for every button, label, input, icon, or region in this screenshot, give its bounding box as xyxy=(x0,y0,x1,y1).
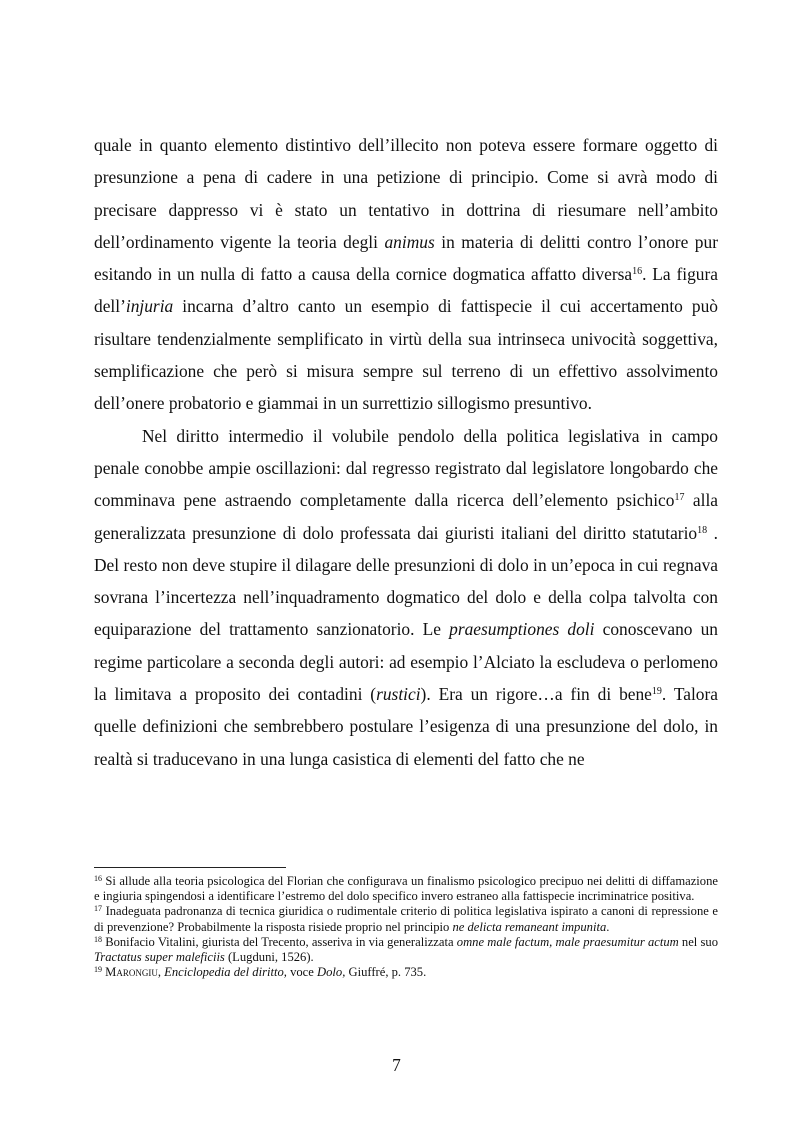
paragraph-1 xyxy=(94,129,718,420)
footnote-19 xyxy=(94,965,718,980)
text-run: Si allude alla teoria psicologica del Florian che configurava un finalismo psicologico precipuo nei delitti di diffamazione e ingiuria spingendosi a identificare l’estremo del dolo specifico invero estraneo alla fattispecie incriminatrice positiva. xyxy=(94,874,718,904)
text-run: conoscevano un regime particolare a seconda degli autori: ad esempio l’Alciato la escludeva o perlomeno la limitava a proposito dei contadini ( xyxy=(94,619,719,705)
footnote-ref: 17 xyxy=(94,904,102,914)
italic-text: Enciclopedia del diritto, xyxy=(164,965,287,980)
text-run: . Talora quelle definizioni che sembrebbero postulare l’esigenza di una presunzione del dolo, in realtà si traducevano in una lunga casistica di elementi del fatto che ne xyxy=(94,684,719,769)
footnote-ref: 19 xyxy=(651,686,662,698)
footnote-ref: 18 xyxy=(697,524,708,536)
text-run: nel suo xyxy=(678,934,718,949)
text-run: voce xyxy=(286,965,317,980)
text-run: . xyxy=(606,919,610,934)
text-run: Inadeguata padronanza di tecnica giuridica o rudimentale criterio di politica legislativa ispirato a canoni di repressione e di prevenzione? Probabilmente la risposta risiede proprio nel principio xyxy=(94,904,718,934)
italic-text: praesumptiones doli xyxy=(449,619,595,640)
footnote-16 xyxy=(94,874,718,904)
italic-text: ne delicta remaneant impunita xyxy=(452,919,607,934)
footnote-ref: 19 xyxy=(94,965,102,975)
text-run: (Lugduni, 1526). xyxy=(224,950,314,965)
text-run: Marongiu xyxy=(105,965,158,980)
text-run: , xyxy=(157,965,165,980)
text-run: Bonifacio Vitalini, giurista del Trecento, asseriva in via generalizzata xyxy=(102,934,457,949)
italic-text: Tractatus super maleficiis xyxy=(94,950,225,965)
text-run: Giuffré, p. 735. xyxy=(345,965,427,980)
text-run: . Del resto non deve stupire il dilagare delle presunzioni di dolo in un’epoca in cui regnava sovrana l’incertezza nell’inquadramento dogmatico del dolo e della colpa talvolta con equiparazione del trattamento sanzionatorio. Le xyxy=(94,522,718,640)
text-run: Nel diritto intermedio il volubile pendolo della politica legislativa in campo penale conobbe ampie oscillazioni: dal regresso registrato dal legislatore longobardo che comminava pene astraendo completamente dalla ricerca dell’elemento psichico xyxy=(94,425,718,511)
italic-text: Dolo, xyxy=(317,965,346,980)
text-run: quale in quanto elemento distintivo dell’illecito non poteva essere formare oggetto di presunzione a pena di cadere in una petizione di principio. Come si avrà modo di precisare dappresso vi è stato un tentativo in dottrina di riesumare nell’ambito dell’ordinamento vigente la teoria degli xyxy=(94,135,718,252)
footnote-ref: 17 xyxy=(674,492,685,504)
text-run: incarna d’altro canto un esempio di fattispecie il cui accertamento può risultare tendenzialmente semplificato in virtù della sua intrinseca univocità soggettiva, semplificazione che però si misura sempre sul terreno di un effettivo assolvimento dell’onere probatorio e giammai in un surrettizio sillogismo presuntivo. xyxy=(94,296,718,414)
text-run: alla generalizzata presunzione di dolo professata dai giuristi italiani del diritto statutario xyxy=(94,490,718,543)
footnote-ref: 16 xyxy=(632,266,643,278)
footnotes xyxy=(94,874,718,980)
italic-text: rustici xyxy=(376,684,421,705)
footnote-ref: 16 xyxy=(94,874,102,883)
page-number: 7 xyxy=(392,1055,401,1075)
italic-text: injuria xyxy=(125,296,174,317)
text-run: . La figura dell’ xyxy=(94,264,718,317)
footnote-17 xyxy=(94,904,718,934)
italic-text: animus xyxy=(384,231,435,252)
text-run: in materia di delitti contro l’onore pur esitando in un nulla di fatto a causa della cornice dogmatica affatto diversa xyxy=(94,231,718,285)
footnote-18 xyxy=(94,935,718,965)
body-text xyxy=(94,129,718,775)
paragraph-2 xyxy=(94,420,718,775)
italic-text: omne male factum, male praesumitur actum xyxy=(456,934,679,949)
footnote-separator xyxy=(94,867,286,868)
text-run: ). Era un rigore…a fin di bene xyxy=(420,684,652,705)
footnote-ref: 18 xyxy=(94,934,102,944)
